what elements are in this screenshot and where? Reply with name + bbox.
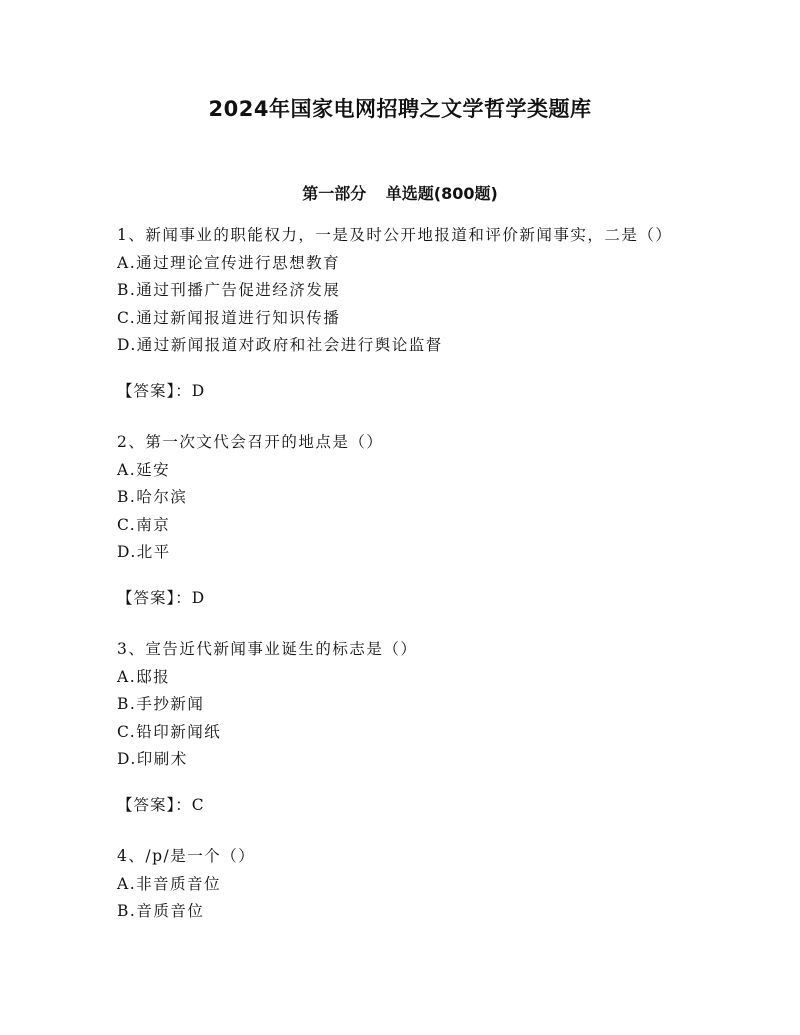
answer-value: D <box>191 588 206 607</box>
document-title: 2024年国家电网招聘之文学哲学类题库 <box>208 97 592 121</box>
question-1 <box>117 222 687 405</box>
option-b: B.通过刊播广告促进经济发展 <box>117 281 341 299</box>
answer-value: D <box>191 381 206 400</box>
answer-line <box>117 792 687 820</box>
answer-line <box>117 378 687 406</box>
option-b: B.音质音位 <box>117 902 205 920</box>
question-3 <box>117 636 687 819</box>
question-4 <box>117 843 687 926</box>
option-d: D.印刷术 <box>117 750 188 768</box>
question-stem: 3、宣告近代新闻事业诞生的标志是（） <box>117 640 418 658</box>
option-d: D.通过新闻报道对政府和社会进行舆论监督 <box>117 336 443 354</box>
option-c: C.南京 <box>117 515 171 534</box>
answer-label: 【答案】： <box>117 588 192 607</box>
question-stem: 2、第一次文代会召开的地点是（） <box>117 433 384 451</box>
option-list <box>117 250 687 360</box>
section-heading: 第一部分 单选题(800题) <box>302 184 498 203</box>
option-a: A.延安 <box>117 460 171 479</box>
question-stem: 4、/p/是一个（） <box>117 847 256 865</box>
question-2 <box>117 429 687 612</box>
option-list <box>117 457 687 567</box>
option-d: D.北平 <box>117 543 171 561</box>
option-a: A.通过理论宣传进行思想教育 <box>117 253 341 272</box>
option-a: A.非音质音位 <box>117 874 222 893</box>
option-c: C.铅印新闻纸 <box>117 722 222 741</box>
option-b: B.哈尔滨 <box>117 488 188 506</box>
answer-label: 【答案】： <box>117 795 192 814</box>
answer-line <box>117 585 687 613</box>
option-a: A.邸报 <box>117 667 171 686</box>
answer-value: C <box>191 795 205 814</box>
option-list <box>117 664 687 774</box>
option-b: B.手抄新闻 <box>117 695 205 713</box>
answer-label: 【答案】： <box>117 381 192 400</box>
option-list <box>117 871 687 926</box>
question-stem: 1、新闻事业的职能权力，一是及时公开地报道和评价新闻事实，二是（） <box>117 226 673 244</box>
question-list <box>117 222 687 950</box>
option-c: C.通过新闻报道进行知识传播 <box>117 308 341 327</box>
